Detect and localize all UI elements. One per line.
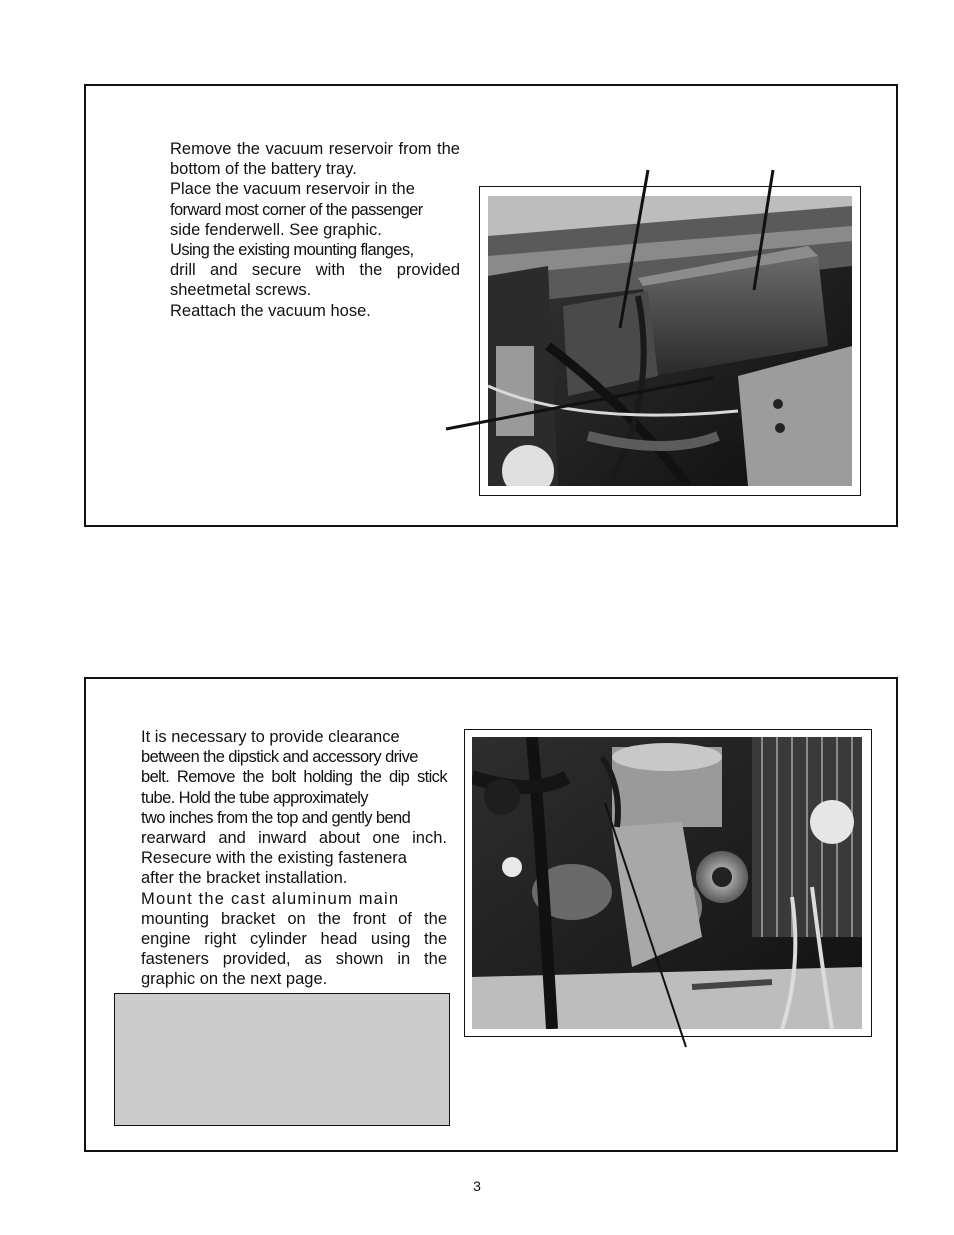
instruction-line: drill and secure with the provided sheetmetal screws. <box>170 261 460 300</box>
instruction-line: Mount the cast aluminum main <box>141 889 400 908</box>
note-box <box>114 993 450 1126</box>
instruction-line: It is necessary to provide clearance <box>141 728 400 746</box>
instruction-line: after the bracket installation. <box>141 869 348 888</box>
instruction-text <box>170 139 460 321</box>
instruction-line: two inches from the top and gently bend <box>141 808 411 827</box>
engine-bay-photo <box>488 196 852 486</box>
engine-bay-photo-frame <box>479 186 861 496</box>
instruction-line: Remove the vacuum reservoir from the bottom of the battery tray. <box>170 140 460 179</box>
instruction-line: Reattach the vacuum hose. <box>170 301 371 320</box>
instruction-line: side fenderwell. See graphic. <box>170 220 382 239</box>
instruction-line: Place the vacuum reservoir in the <box>170 180 415 199</box>
instruction-line: mounting bracket on the front of the engine right cylinder head using the fasteners provided, as shown in the graphic on the next page. <box>141 909 447 989</box>
page-number: 3 <box>473 1178 481 1194</box>
instruction-line: rearward and inward about one inch. Resecure with the existing fastenera <box>141 829 447 868</box>
engine-photo-frame <box>464 729 872 1037</box>
engine-bay-photo-graphic <box>488 196 852 486</box>
instruction-line: belt. Remove the bolt holding the dip stick tube. Hold the tube approximately <box>141 768 447 807</box>
instruction-panel-vacuum-reservoir <box>84 84 898 527</box>
instruction-line: Using the existing mounting flanges, <box>170 241 414 260</box>
instruction-line: forward most corner of the passenger <box>170 200 423 219</box>
instruction-text <box>141 727 447 990</box>
instruction-panel-dipstick-bracket <box>84 677 898 1152</box>
instruction-line: between the dipstick and accessory drive <box>141 748 418 767</box>
engine-photo-graphic <box>472 737 862 1029</box>
engine-photo <box>472 737 862 1029</box>
